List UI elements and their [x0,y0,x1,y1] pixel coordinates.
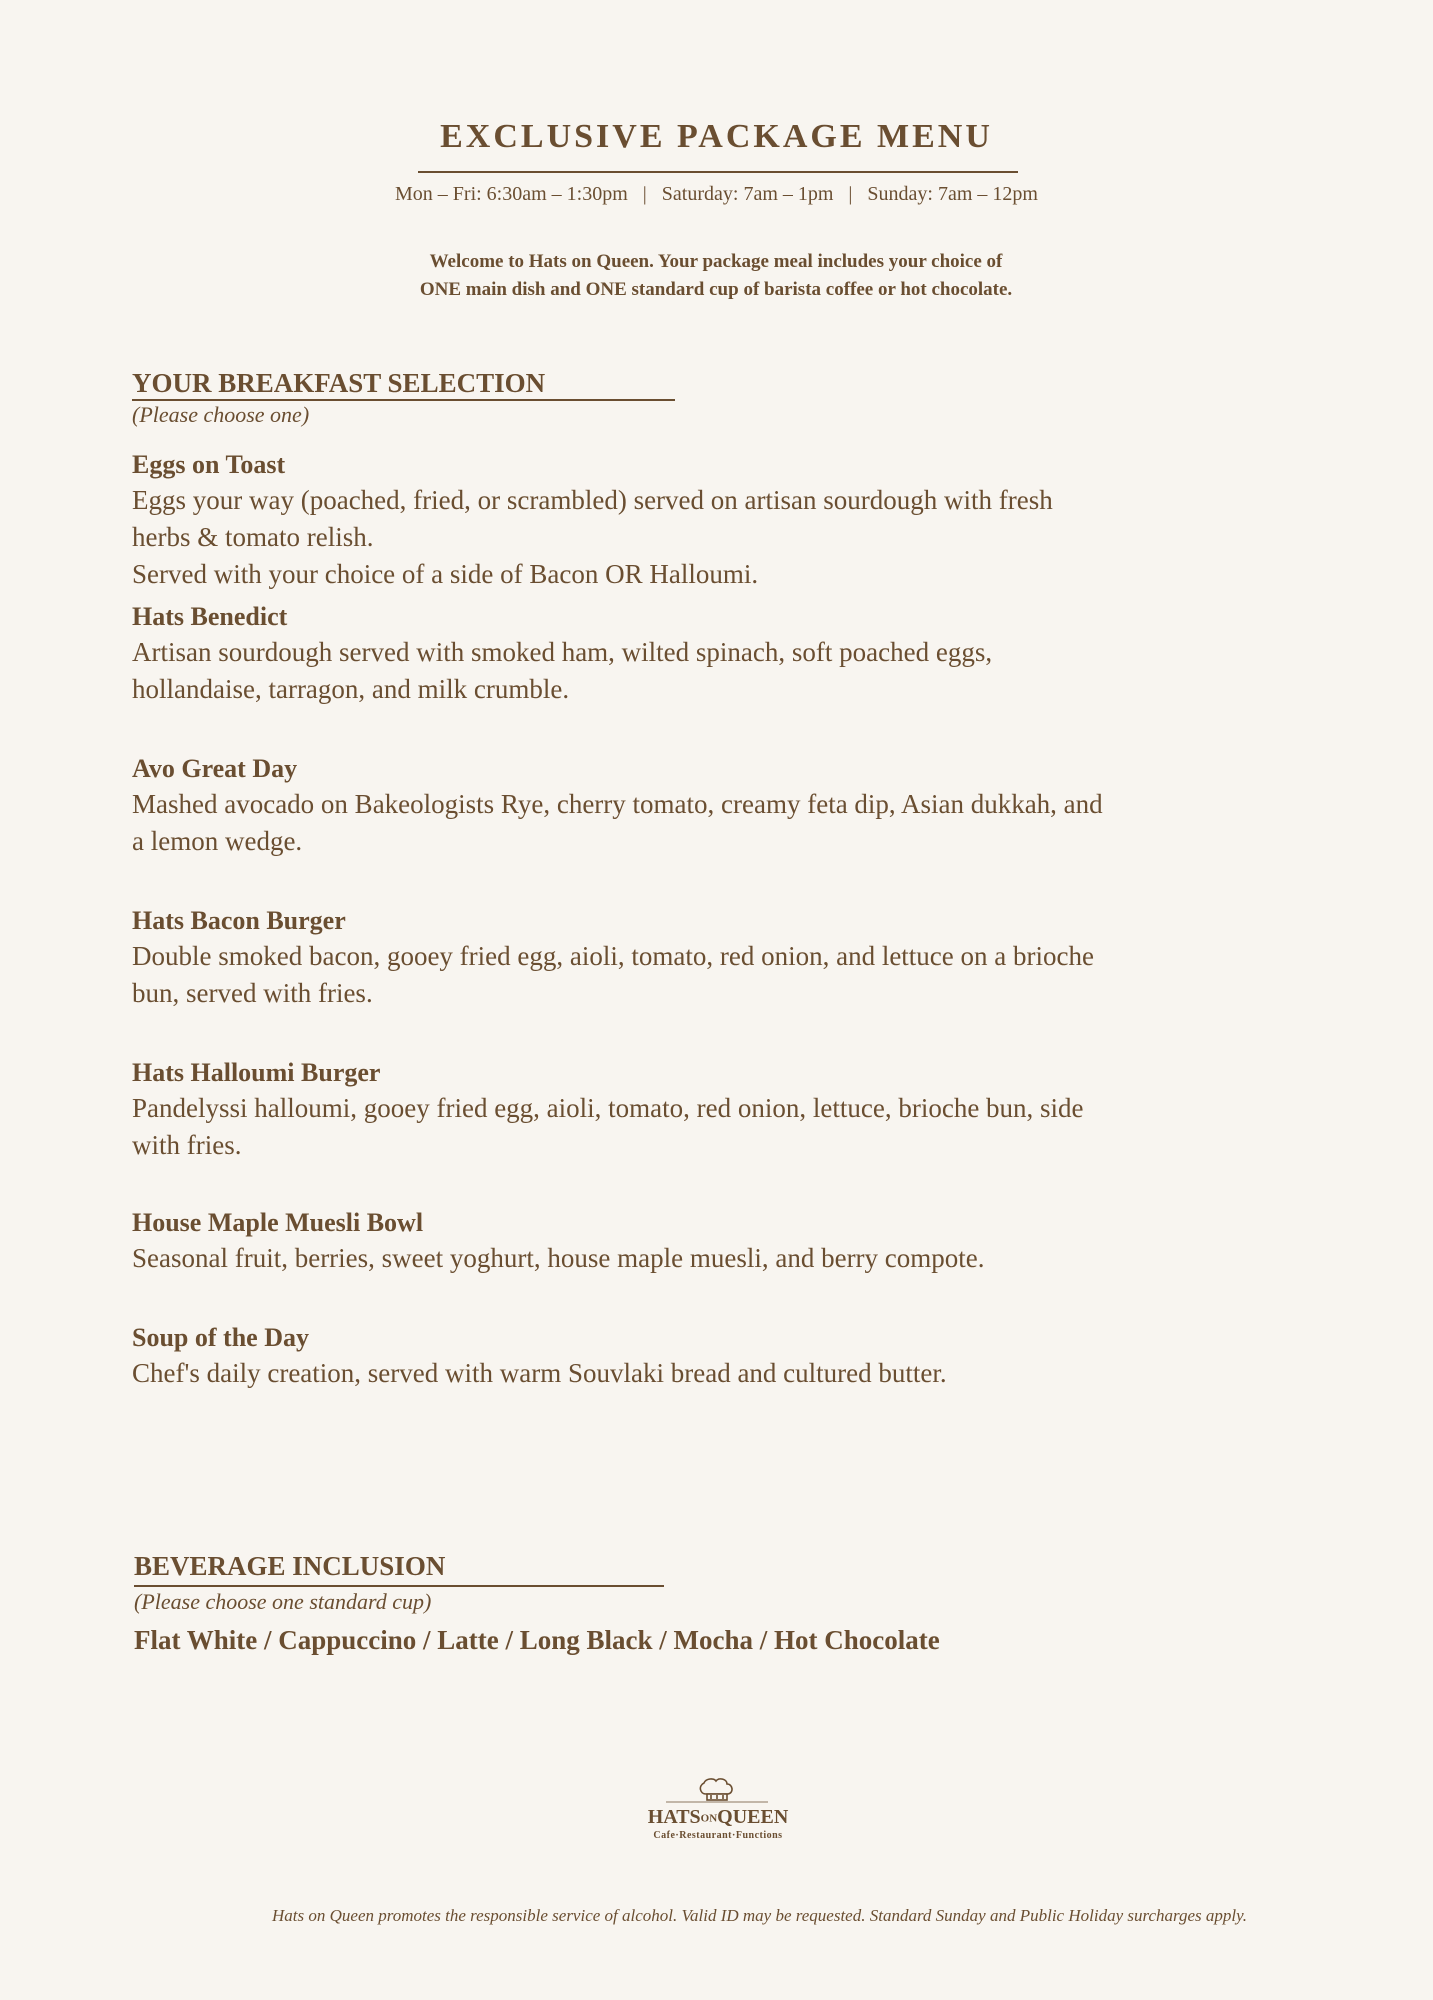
welcome-line-2: ONE main dish and ONE standard cup of barista coffee or hot chocolate. [419,279,1013,300]
item-description-line: hollandaise, tarragon, and milk crumble. [132,674,570,704]
menu-item [132,1321,1262,1401]
menu-item [132,752,1262,904]
beverage-heading: BEVERAGE INCLUSION [134,1551,446,1581]
item-description [132,1240,1262,1277]
item-description-line: Eggs your way (poached, fried, or scrambled) served on artisan sourdough with fresh [132,485,1053,515]
item-description-line: a lemon wedge. [132,826,303,856]
hats-on-queen-logo [636,1778,800,1844]
logo-text-queen: QUEEN [717,1806,789,1828]
item-description [132,634,1262,708]
breakfast-items [132,448,1262,1401]
footer-disclaimer: Hats on Queen promotes the responsible service of alcohol. Valid ID may be requested. Standard Sunday and Public Holiday surcharges apply. [272,1906,1247,1925]
beverage-options: Flat White / Cappuccino / Latte / Long Black / Mocha / Hot Chocolate [134,1625,940,1655]
item-description-line: Artisan sourdough served with smoked ham, wilted spinach, soft poached eggs, [132,637,993,667]
item-description-line: Mashed avocado on Bakeologists Rye, cherry tomato, creamy feta dip, Asian dukkah, and [132,789,1103,819]
item-name: Hats Halloumi Burger [132,1058,381,1087]
item-description-line: with fries. [132,1130,242,1160]
breakfast-heading-underline [132,399,675,401]
page-title: EXCLUSIVE PACKAGE MENU [440,118,993,155]
item-description-line: Served with your choice of a side of Bacon OR Halloumi. [132,559,759,589]
beverage-note: (Please choose one standard cup) [134,1589,432,1614]
item-description [132,938,1262,1012]
item-name: Soup of the Day [132,1323,309,1352]
item-description [132,1090,1262,1164]
beverage-heading-underline [134,1585,664,1587]
item-description-line: Seasonal fruit, berries, sweet yoghurt, house maple muesli, and berry compote. [132,1243,985,1273]
welcome-line-1: Welcome to Hats on Queen. Your package meal includes your choice of [429,251,1003,272]
item-name: Avo Great Day [132,754,298,783]
menu-item [132,904,1262,1056]
item-name: House Maple Muesli Bowl [132,1208,424,1237]
opening-hours: Mon – Fri: 6:30am – 1:30pm | Saturday: 7am – 1pm | Sunday: 7am – 12pm [395,183,1038,205]
item-description [132,786,1262,860]
item-name: Hats Benedict [132,602,288,631]
item-name: Eggs on Toast [132,450,286,479]
item-description [132,1355,1262,1392]
item-description-line: Pandelyssi halloumi, gooey fried egg, aioli, tomato, red onion, lettuce, brioche bun, side [132,1093,1084,1123]
menu-item [132,448,1262,600]
logo-text-hats: HATS [647,1806,701,1828]
logo-text-on: ON [700,1812,718,1825]
menu-item [132,1056,1262,1206]
item-description-line: bun, served with fries. [132,978,373,1008]
item-description-line: herbs & tomato relish. [132,522,374,552]
title-divider [418,171,1018,173]
menu-item [132,600,1262,752]
item-description-line: Chef's daily creation, served with warm Souvlaki bread and cultured butter. [132,1358,947,1388]
breakfast-note: (Please choose one) [132,402,310,427]
item-description [132,482,1262,593]
item-name: Hats Bacon Burger [132,906,346,935]
breakfast-heading: YOUR BREAKFAST SELECTION [132,368,546,398]
welcome-text [216,248,1216,304]
menu-item [132,1206,1262,1321]
logo-wordmark [636,1806,800,1829]
logo-tagline: Cafe·Restaurant·Functions [653,1830,783,1841]
item-description-line: Double smoked bacon, gooey fried egg, aioli, tomato, red onion, and lettuce on a brioche [132,941,1094,971]
